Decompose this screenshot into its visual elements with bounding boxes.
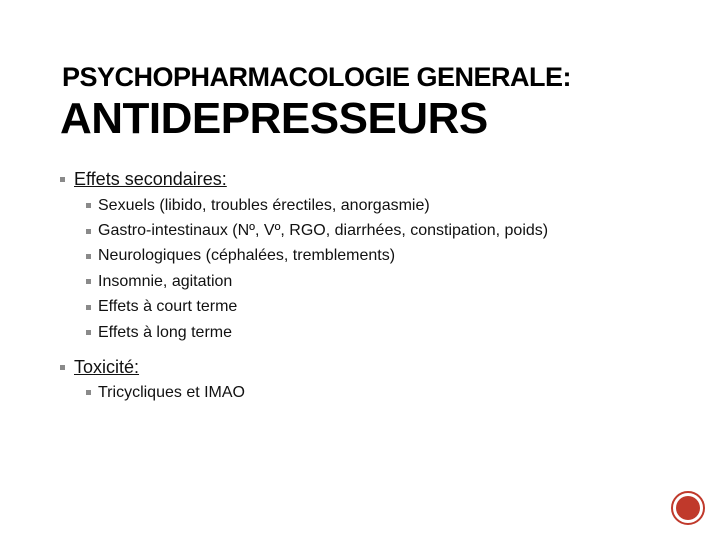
section-list-effets xyxy=(86,193,548,345)
list-item-label: Neurologiques (céphalées, tremblements) xyxy=(98,247,396,265)
section-list-toxicite xyxy=(86,380,245,405)
list-item-label: Tricycliques et IMAO xyxy=(98,383,245,401)
list-item xyxy=(86,380,245,405)
circle-button-icon[interactable] xyxy=(671,491,705,525)
list-item-label: Effets à court terme xyxy=(98,298,238,316)
list-item-label: Sexuels (libido, troubles érectiles, anorgasmie) xyxy=(98,196,430,214)
list-item xyxy=(86,320,548,345)
section-heading-label: Toxicité: xyxy=(74,357,140,377)
slide-title-line2: ANTIDEPRESSEURS xyxy=(60,94,488,143)
list-item-label: Gastro-intestinaux (Nº, Vº, RGO, diarrhées, constipation, poids) xyxy=(98,222,549,240)
bullet-marker-icon xyxy=(86,305,91,310)
slide-title-line1: PSYCHOPHARMACOLOGIE GENERALE: xyxy=(62,62,572,92)
bullet-marker-icon xyxy=(86,279,91,284)
list-item xyxy=(86,295,548,320)
bullet-marker-icon xyxy=(60,365,65,370)
list-item-label: Insomnie, agitation xyxy=(98,272,233,290)
bullet-marker-icon xyxy=(60,177,65,182)
section-heading-effets xyxy=(60,169,227,190)
bullet-marker-icon xyxy=(86,229,91,234)
list-item-label: Effets à long terme xyxy=(98,323,232,341)
list-item xyxy=(86,244,548,269)
list-item xyxy=(86,218,548,243)
list-item xyxy=(86,193,548,218)
bullet-marker-icon xyxy=(86,203,91,208)
bullet-marker-icon xyxy=(86,390,91,395)
circle-button-inner xyxy=(676,496,700,520)
bullet-marker-icon xyxy=(86,254,91,259)
section-heading-toxicite xyxy=(60,357,139,378)
section-heading-label: Effets secondaires: xyxy=(74,169,227,189)
list-item xyxy=(86,269,548,294)
bullet-marker-icon xyxy=(86,330,91,335)
